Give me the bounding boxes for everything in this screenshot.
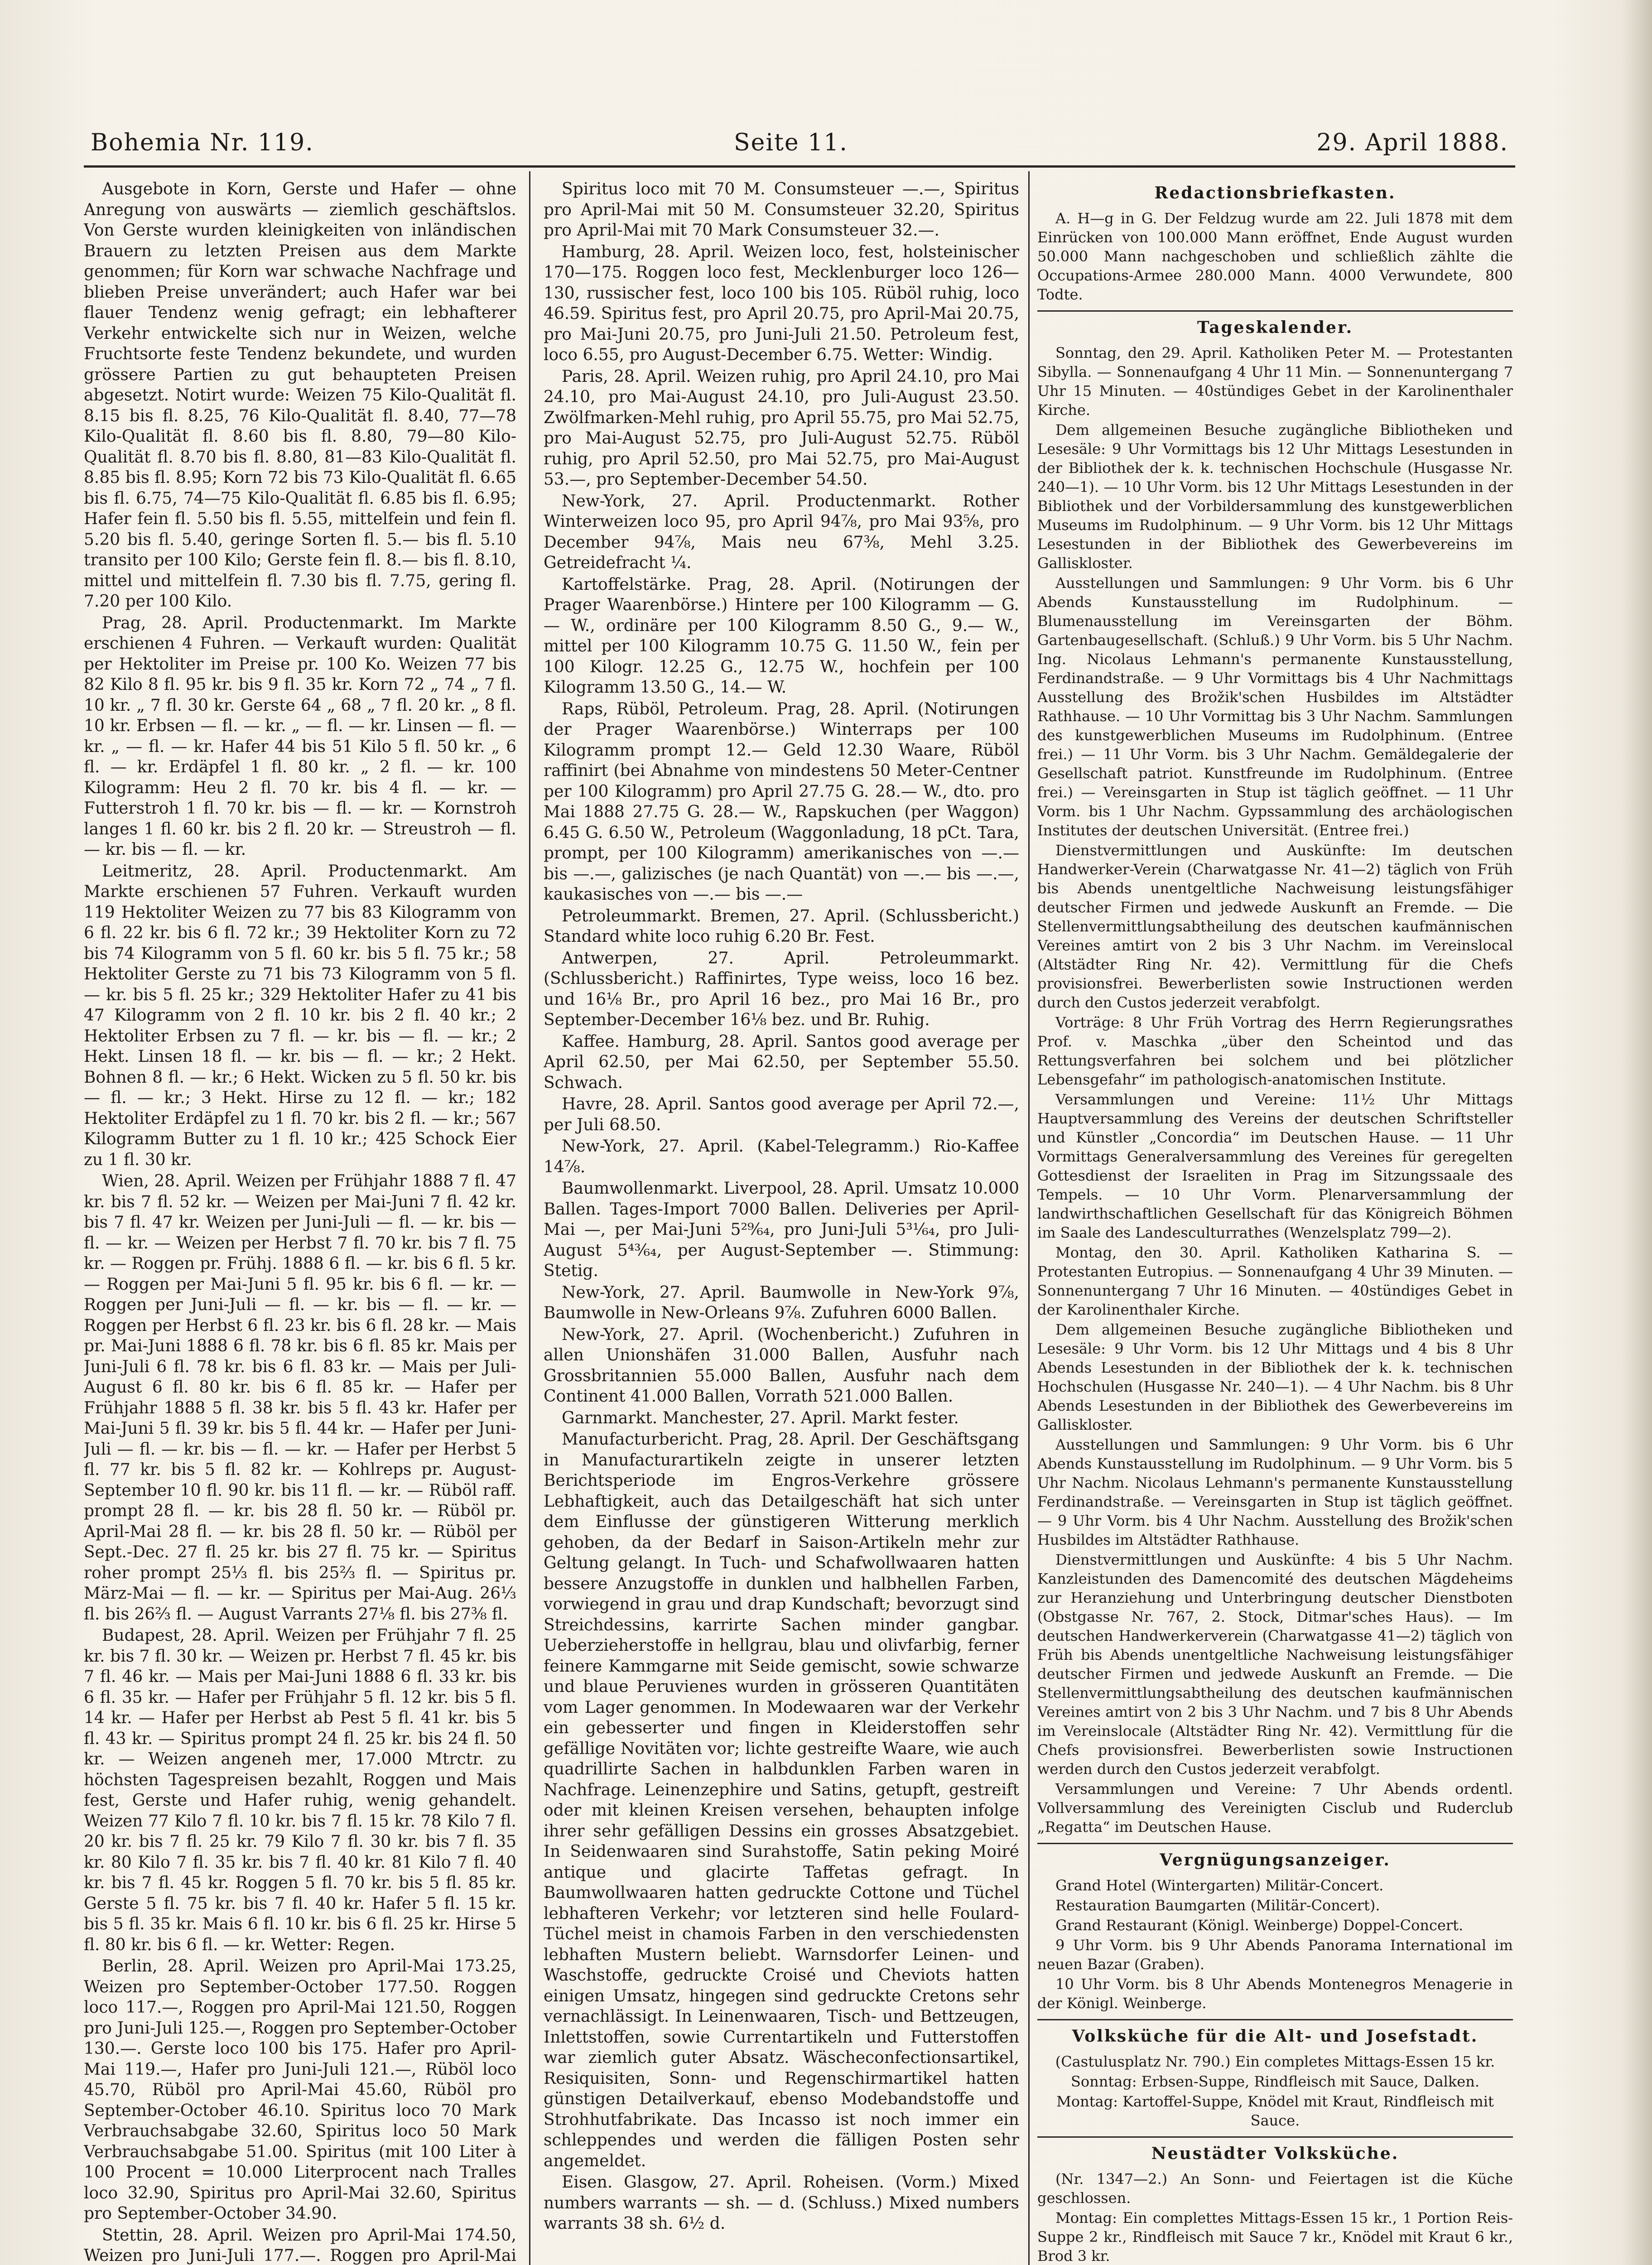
market-report-paragraph: Spiritus loco mit 70 M. Consumsteuer —.—, Spiritus pro April-Mai mit 50 M. Consumsteuer 32.20, Spiritus pro April-Mai mit 70 Mark Consumsteuer 32.—. — [544, 180, 1019, 240]
market-report-paragraph: Wien, 28. April. Weizen per Frühjahr 1888 7 fl. 47 kr. bis 7 fl. 52 kr. — Weizen per Mai-Juni 7 fl. 42 kr. bis 7 fl. 47 kr. Weizen per Juni-Juli — fl. — kr. bis — fl. — kr. — Weizen per Herbst 7 fl. 70 kr. bis 7 fl. 75 kr. — Roggen pr. Frühj. 1888 6 fl. — kr. bis 6 fl. 5 kr. — Roggen per Mai-Juni 5 fl. 95 kr. bis 6 fl. — kr. — Roggen per Juni-Juli — fl. — kr. bis — fl. — kr. — Roggen per Herbst 6 fl. 23 kr. bis 6 fl. 28 kr. — Mais pr. Mai-Juni 1888 6 fl. 78 kr. bis 6 fl. 85 kr. Mais per Juni-Juli 6 fl. 78 kr. bis 6 fl. 83 kr. — Mais per Juli-August 6 fl. 80 kr. bis 6 fl. 85 kr. — Hafer per Frühjahr 1888 5 fl. 38 kr. bis 5 fl. 43 kr. Hafer per Mai-Juni 5 fl. 39 kr. bis 5 fl. 44 kr. — Hafer per Juni-Juli — fl. — kr. bis — fl. — kr. — Hafer per Herbst 5 fl. 77 kr. bis 5 fl. 82 kr. — Kohlreps pr. August-September 10 fl. 90 kr. bis 11 fl. — kr. — Rüböl raff. prompt 28 fl. — kr. bis 28 fl. 50 kr. — Rüböl pr. April-Mai 28 fl. — kr. bis 28 fl. 50 kr. — Rüböl per Sept.-Dec. 27 fl. 25 kr. bis 27 fl. 75 kr. — Spiritus roher prompt 25⅓ fl. bis 25⅔ fl. — Spiritus pr. März-Mai — fl. — kr. — Spiritus per Mai-Aug. 26⅓ fl. bis 26⅔ fl. — August Varrants 27⅛ fl. bis 27⅜ fl. — [84, 1172, 516, 1624]
market-report-paragraph: Stettin, 28. April. Weizen pro April-Mai 174.50, Weizen pro Juni-Juli 177.—. Roggen pro April-Mai — [84, 2226, 516, 2265]
entertainment-item: Grand Restaurant (Königl. Weinberge) Doppel-Concert. — [1055, 1917, 1464, 1934]
entertainment-item: 9 Uhr Vorm. bis 9 Uhr Abends Panorama International im neuen Bazar (Graben). — [1037, 1937, 1513, 1973]
section-divider — [1037, 1843, 1513, 1844]
calendar-paragraph: Montag, den 30. April. Katholiken Katharina S. — Protestanten Eutropius. — Sonnenaufgang 4 Uhr 39 Minuten. — Sonnenuntergang 7 Uhr 16 Minuten. — 40stündiges Gebet in der Karolinenthaler Kirche. — [1037, 1244, 1513, 1318]
page-edge — [1620, 0, 1652, 2265]
page-header — [91, 129, 1508, 161]
market-report-paragraph: Baumwollenmarkt. Liverpool, 28. April. Umsatz 10.000 Ballen. Tages-Import 7000 Ballen. Deliveries per April-Mai —, per Mai-Juni 5²⁹⁄₆₄, pro Juni-Juli 5³¹⁄₆₄, pro Juli-August 5⁴³⁄₆₄, per August-September —. Stimmung: Stetig. — [544, 1179, 1019, 1280]
entertainment-heading: Vergnügungsanzeiger. — [1160, 1851, 1391, 1870]
header-rule — [84, 165, 1515, 168]
column-rule-2 — [1028, 171, 1030, 2265]
market-report-paragraph: New-York, 27. April. Baumwolle in New-York 9⅞, Baumwolle in New-Orleans 9⅞. Zufuhren 6000 Ballen. — [544, 1283, 1019, 1322]
market-report-paragraph: New-York, 27. April. (Kabel-Telegramm.) Rio-Kaffee 14⅞. — [544, 1137, 1019, 1176]
calendar-paragraph: Versammlungen und Vereine: 7 Uhr Abends ordentl. Vollversammlung des Vereinigten Cisclub und Ruderclub „Regatta“ im Deutschen Hause. — [1037, 1780, 1513, 1836]
calendar-paragraph: Dienstvermittlungen und Auskünfte: 4 bis 5 Uhr Nachm. Kanzleistunden des Damencomité des deutschen Mägdeheims zur Heranziehung und Unterbringung deutscher Dienstboten (Obstgasse Nr. 767, 2. Stock, Ditmar'sches Haus). — Im deutschen Handwerkerverein (Charwatgasse 41—2) täglich von Früh bis Abends unentgeltliche Nachweisung leistungsfähiger deutscher Firmen und jedwede Auskunft an Fremde. — Die Stellenvermittlungsabtheilung des deutschen kaufmännischen Vereines amtirt von 2 bis 3 Uhr Nachm. und 7 bis 8 Uhr Abends im Vereinslocale (Altstädter Ring Nr. 42). Vermittlung für die Chefs provisionsfrei. Bewerberlisten sowie Instructionen werden durch den Custos jederzeit verabfolgt. — [1037, 1551, 1513, 1778]
calendar-heading: Tageskalender. — [1197, 318, 1353, 337]
market-report-paragraph: New-York, 27. April. (Wochenbericht.) Zufuhren in allen Unionshäfen 31.000 Ballen, Ausfuhr nach Grossbritannien 55.000 Ballen, Ausfuhr nach dem Continent 41.000 Ballen, Vorrath 521.000 Ballen. — [544, 1325, 1019, 1406]
calendar-paragraph: Dem allgemeinen Besuche zugängliche Bibliotheken und Lesesäle: 9 Uhr Vorm. bis 12 Uhr Mittags und 4 bis 8 Uhr Abends Lesestunden in der Bibliothek der k. k. technischen Hochschulen (Husgasse Nr. 240—1). — 4 Uhr Nachm. bis 8 Uhr Abends Lesestunden in der Bibliothek des Gewerbevereins im Galliskloster. — [1037, 1321, 1513, 1433]
entertainment-item: Grand Hotel (Wintergarten) Militär-Concert. — [1055, 1877, 1384, 1894]
market-report-paragraph: Budapest, 28. April. Weizen per Frühjahr 7 fl. 25 kr. bis 7 fl. 30 kr. — Weizen pr. Herbst 7 fl. 45 kr. bis 7 fl. 46 kr. — Mais per Mai-Juni 1888 6 fl. 33 kr. bis 6 fl. 35 kr. — Hafer per Frühjahr 5 fl. 12 kr. bis 5 fl. 14 kr. — Hafer per Herbst ab Pest 5 fl. 41 kr. bis 5 fl. 43 kr. — Spiritus prompt 24 fl. 25 kr. bis 24 fl. 50 kr. — Weizen angeneh mer, 17.000 Mtrctr. zu höchsten Tagespreisen bezahlt, Roggen und Mais fest, Gerste und Hafer ruhig, wenig gehandelt. Weizen 77 Kilo 7 fl. 10 kr. bis 7 fl. 15 kr. 78 Kilo 7 fl. 20 kr. bis 7 fl. 25 kr. 79 Kilo 7 fl. 30 kr. bis 7 fl. 35 kr. 80 Kilo 7 fl. 35 kr. bis 7 fl. 40 kr. 81 Kilo 7 fl. 40 kr. bis 7 fl. 45 kr. Roggen 5 fl. 70 kr. bis 5 fl. 85 kr. Gerste 5 fl. 75 kr. bis 7 fl. 40 kr. Hafer 5 fl. 15 kr. bis 5 fl. 35 kr. Mais 6 fl. 10 kr. bis 6 fl. 25 kr. Hirse 5 fl. 80 kr. bis 6 fl. — kr. Wetter: Regen. — [84, 1626, 516, 1954]
market-report-paragraph: Kaffee. Hamburg, 28. April. Santos good average per April 62.50, per Mai 62.50, per September 55.50. Schwach. — [544, 1032, 1019, 1092]
column-rule-1 — [529, 171, 530, 2265]
header-issue: Bohemia Nr. 119. — [91, 129, 314, 156]
section-divider — [1037, 2019, 1513, 2020]
calendar-paragraph: Ausstellungen und Sammlungen: 9 Uhr Vorm. bis 6 Uhr Abends Kunstausstellung im Rudolphinum. — 9 Uhr Vorm. bis 5 Uhr Nachm. Nicolaus Lehmann's permanente Kunstausstellung Ferdinandstraße. — Vereinsgarten in Stup ist täglich geöffnet. — 9 Uhr Vorm. bis 4 Uhr Nachm. Ausstellung des Brožik'schen Husbildes im Altstädter Rathhause. — [1037, 1436, 1513, 1548]
market-report-paragraph: Manufacturbericht. Prag, 28. April. Der Geschäftsgang in Manufacturartikeln zeigte in unserer letzten Berichtsperiode im Engros-Verkehre grössere Lebhaftigkeit, auch das Detailgeschäft hat sich unter dem Einflusse der günstigeren Witterung merklich gehoben, da der Bedarf in Saison-Artikeln mehr zur Geltung gelangt. In Tuch- und Schafwollwaaren hatten bessere Anzugstoffe in dunklen und halbhellen Farben, vorwiegend in grau und drap Kundschaft; bevorzugt sind Streichdessins, karrirte Sachen minder gangbar. Ueberzieherstoffe in hellgrau, blau und olivfarbig, ferner feinere Kammgarne mit Seide gemischt, sowie schwarze und blaue Peruvienes wurden in grösseren Quantitäten vom Lager genommen. In Modewaaren war der Verkehr ein gebesserter und fingen in Kleiderstoffen sehr gefällige Novitäten vor; lichte gestreifte Waare, wie auch quadrillirte Sachen in halbdunklen Farben waren in Nachfrage. Leinenzephire und Satins, getupft, gestreift oder mit kleinen Kreisen versehen, behaupten infolge ihrer sehr gefälligen Dessins ein grosses Absatzgebiet. In Seidenwaaren sind Surahstoffe, Satin peking Moiré antique und glacirte Taffetas gefragt. In Baumwollwaaren hatten gedruckte Cottone und Tüchel lebhafteren Verkehr; vor letzteren sind helle Foulard-Tüchel meist in chamois Farben in den verschiedensten lebhaften Mustern beliebt. Warnsdorfer Leinen- und Waschstoffe, gedruckte Croisé und Cheviots hatten einigen Umsatz, hingegen sind gedruckte Cretons sehr vernachlässigt. In Leinenwaaren, Tisch- und Bettzeugen, Inlettstoffen, sowie Currentartikeln und Futterstoffen war ziemlich guter Absatz. Wäscheconfectionsartikel, Resiquisiten, Sonn- und Regenschirmartikel hatten günstigen Detailverkauf, ebenso Modebandstoffe und Strohhutfabrikate. Das Incasso ist noch immer ein schleppendes und werden die fälligen Posten sehr angemeldet. — [544, 1430, 1019, 2170]
market-report-paragraph: Havre, 28. April. Santos good average per April 72.—, per Juli 68.50. — [544, 1095, 1019, 1134]
market-report-paragraph: Hamburg, 28. April. Weizen loco, fest, holsteinischer 170—175. Roggen loco fest, Mecklenburger loco 126—130, russischer fest, loco 100 bis 105. Rüböl ruhig, loco 46.59. Spiritus fest, pro April 20.75, pro April-Mai 20.75, pro Mai-Juni 20.75, pro Juni-Juli 21.50. Petroleum fest, loco 6.55, pro August-December 6.75. Wetter: Windig. — [544, 242, 1019, 364]
kitchen-item: (Nr. 1347—2.) An Sonn- und Feiertagen ist die Küche geschlossen. — [1037, 2170, 1513, 2207]
market-report-paragraph: Garnmarkt. Manchester, 27. April. Markt fester. — [562, 1408, 959, 1427]
market-report-paragraph: New-York, 27. April. Productenmarkt. Rother Winterweizen loco 95, pro April 94⅞, pro Mai 93⅝, pro December 94⅞, Mais neu 67⅜, Mehl 3.25. Getreidefracht ¼. — [544, 492, 1019, 572]
market-report-paragraph: Leitmeritz, 28. April. Productenmarkt. Am Markte erschienen 57 Fuhren. Verkauft wurden 119 Hektoliter Weizen zu 77 bis 83 Kilogramm von 6 fl. 22 kr. bis 6 fl. 72 kr.; 39 Hektoliter Korn zu 72 bis 74 Kilogramm von 5 fl. 60 kr. bis 5 fl. 75 kr.; 58 Hektoliter Gerste zu 71 bis 73 Kilogramm von 5 fl. — kr. bis 5 fl. 25 kr.; 329 Hektoliter Hafer zu 41 bis 47 Kilogramm von 2 fl. 10 kr. bis 2 fl. 40 kr.; 2 Hektoliter Erbsen zu 7 fl. — kr. bis — fl. — kr.; 2 Hekt. Linsen 18 fl. — kr. bis — fl. — kr.; 2 Hekt. Bohnen 8 fl. — kr.; 6 Hekt. Wicken zu 5 fl. 50 kr. bis — fl. — kr.; 3 Hekt. Hirse zu 12 fl. — kr.; 182 Hektoliter Erdäpfel zu 1 fl. 70 kr. bis 2 fl. — kr.; 567 Kilogramm Butter zu 1 fl. 10 kr.; 425 Schock Eier zu 1 fl. 30 kr. — [84, 862, 516, 1169]
letters-paragraph: A. H—g in G. Der Feldzug wurde am 22. Juli 1878 mit dem Einrücken von 100.000 Mann eröffnet, Ende August wurden 50.000 Mann nachgeschoben und schließlich zählte die Occupations-Armee 280.000 Mann. 4000 Verwundete, 800 Todte. — [1037, 210, 1513, 303]
kitchen-heading: Neustädter Volksküche. — [1151, 2144, 1399, 2163]
market-report-paragraph: Eisen. Glasgow, 27. April. Roheisen. (Vorm.) Mixed numbers warrants — sh. — d. (Schluss.) Mixed numbers warrants 38 sh. 6½ d. — [544, 2173, 1019, 2233]
market-report-paragraph: Ausgebote in Korn, Gerste und Hafer — ohne Anregung von auswärts — ziemlich geschäftslos. Von Gerste wurden kleinigkeiten von inländischen Brauern zu letzten Preisen aus dem Markte genommen; für Korn war schwache Nachfrage und blieben Preise unverändert; auch Hafer war bei flauer Tendenz wenig gefragt; ein lebhafterer Verkehr entwickelte sich nur in Weizen, welche Fruchtsorte feste Tendenz bekundete, und wurden grössere Partien zu gut behaupteten Preisen abgesetzt. Notirt wurde: Weizen 75 Kilo-Qualität fl. 8.15 bis fl. 8.25, 76 Kilo-Qualität fl. 8.40, 77—78 Kilo-Qualität fl. 8.60 bis fl. 8.80, 79—80 Kilo-Qualität fl. 8.70 bis fl. 8.80, 81—83 Kilo-Qualität fl. 8.85 bis fl. 8.95; Korn 72 bis 73 Kilo-Qualität fl. 6.65 bis fl. 6.75, 74—75 Kilo-Qualität fl. 6.85 bis fl. 6.95; Hafer fein fl. 5.50 bis fl. 5.55, mittelfein und fein fl. 5.20 bis fl. 5.40, geringe Sorten fl. 5.— bis fl. 5.10 transito per 100 Kilo; Gerste fein fl. 8.— bis fl. 8.10, mittel und mittelfein fl. 7.30 bis fl. 7.75, gering fl. 7.20 per 100 Kilo. — [84, 180, 516, 611]
calendar-paragraph: Ausstellungen und Sammlungen: 9 Uhr Vorm. bis 6 Uhr Abends Kunstausstellung im Rudolphinum. — Blumenausstellung im Vereinsgarten der Böhm. Gartenbaugesellschaft. (Schluß.) 9 Uhr Vorm. bis 5 Uhr Nachm. Ing. Nicolaus Lehmann's permanente Kunstausstellung, Ferdinandstraße. — 9 Uhr Vormittags bis 4 Uhr Nachmittags Ausstellung des Brožik'schen Husbildes im Altstädter Rathhause. — 10 Uhr Vormittag bis 3 Uhr Nachm. Sammlungen des kunstgewerblichen Museums im Rudolphinum. (Entree frei.) — 11 Uhr Vorm. bis 3 Uhr Nachm. Gemäldegalerie der Gesellschaft patriot. Kunstfreunde im Rudolphinum. (Entree frei.) — Vereinsgarten in Stup ist täglich geöffnet. — 11 Uhr Vorm. bis 1 Uhr Nachm. Gypssammlung des archäologischen Institutes der deutschen Universität. (Entree frei.) — [1037, 574, 1513, 839]
calendar-paragraph: Dienstvermittlungen und Auskünfte: Im deutschen Handwerker-Verein (Charwatgasse Nr. 41—2) täglich von Früh bis Abends unentgeltliche Nachweisung leistungsfähiger deutscher Firmen und jedwede Auskunft an Fremde. — Die Stellenvermittlungsabtheilung des deutschen kaufmännischen Vereines amtirt von 2 bis 3 Uhr Nachm. im Vereinslocal (Altstädter Ring Nr. 42). Vermittlung für die Chefs provisionsfrei. Bewerberlisten sowie Instructionen werden durch den Custos jederzeit verabfolgt. — [1037, 842, 1513, 1011]
kitchen-item: Sonntag: Erbsen-Suppe, Rindfleisch mit Sauce, Dalken. — [1070, 2073, 1480, 2090]
header-page-number: Seite 11. — [734, 129, 848, 156]
header-date: 29. April 1888. — [1316, 129, 1508, 156]
kitchen-item: (Castulusplatz Nr. 790.) Ein completes Mittags-Essen 15 kr. — [1055, 2053, 1495, 2070]
market-report-paragraph: Antwerpen, 27. April. Petroleummarkt. (Schlussbericht.) Raffinirtes, Type weiss, loco 16 bez. und 16⅛ Br., pro April 16 bez., pro Mai 16 Br., pro September-December 16⅛ bez. und Br. Ruhig. — [544, 949, 1019, 1029]
entertainment-item: 10 Uhr Vorm. bis 8 Uhr Abends Montenegros Menagerie in der Königl. Weinberge. — [1037, 1976, 1513, 2012]
market-report-paragraph: Berlin, 28. April. Weizen pro April-Mai 173.25, Weizen pro September-October 177.50. Roggen loco 117.—, Roggen pro April-Mai 121.50, Roggen pro Juni-Juli 125.—, Roggen pro September-October 130.—. Gerste loco 100 bis 175. Hafer pro April-Mai 119.—, Hafer pro Juni-Juli 121.—, Rüböl loco 45.70, Rüböl pro April-Mai 45.60, Rüböl pro September-October 46.10. Spiritus loco 70 Mark Verbrauchsabgabe 32.60, Spiritus loco 50 Mark Verbrauchsabgabe 51.00. Spiritus (mit 100 Liter à 100 Procent = 10.000 Literprocent nach Tralles loco 32.90, Spiritus pro April-Mai 32.60, Spiritus pro September-October 34.90. — [84, 1957, 516, 2223]
entertainment-item: Restauration Baumgarten (Militär-Concert). — [1055, 1897, 1380, 1914]
market-report-paragraph: Petroleummarkt. Bremen, 27. April. (Schlussbericht.) Standard white loco ruhig 6.20 Br. Fest. — [544, 906, 1019, 946]
column-local-notices — [1037, 179, 1513, 2265]
calendar-paragraph: Sonntag, den 29. April. Katholiken Peter M. — Protestanten Sibylla. — Sonnenaufgang 4 Uhr 11 Min. — Sonnenuntergang 7 Uhr 15 Minuten. — 40stündiges Gebet in der Karolinenthaler Kirche. — [1037, 344, 1513, 419]
market-report-paragraph: Paris, 28. April. Weizen ruhig, pro April 24.10, pro Mai 24.10, pro Mai-August 24.10, pro Juli-August 23.50. Zwölfmarken-Mehl ruhig, pro April 55.75, pro Mai 52.75, pro Mai-August 52.75, pro Juli-August 52.75. Rüböl ruhig, pro April 52.50, pro Mai 52.75, pro Mai-August 53.—, pro September-December 54.50. — [544, 367, 1019, 489]
section-divider — [1037, 2136, 1513, 2138]
calendar-paragraph: Vorträge: 8 Uhr Früh Vortrag des Herrn Regierungsrathes Prof. v. Maschka „über den Scheintod und das Rettungsverfahren bei solchem und bei plötzlicher Lebensgefahr“ im pathologisch-anatomischen Institute. — [1037, 1014, 1513, 1088]
market-report-paragraph: Kartoffelstärke. Prag, 28. April. (Notirungen der Prager Waarenbörse.) Hintere per 100 Kilogramm — G. — W., ordinäre per 100 Kilogramm 8.50 G., 9.— W., mittel per 100 Kilogramm 10.75 G. 11.50 W., fein per 100 Kilogr. 12.25 G., 12.75 W., hochfein per 100 Kilogramm 13.50 G., 14.— W. — [544, 575, 1019, 697]
kitchen-item: Montag: Ein complettes Mittags-Essen 15 kr., 1 Portion Reis-Suppe 2 kr., Rindfleisch mit Sauce 7 kr., Knödel mit Kraut 6 kr., Brod 3 kr. — [1037, 2209, 1513, 2265]
section-divider — [1037, 310, 1513, 312]
market-report-paragraph: Prag, 28. April. Productenmarkt. Im Markte erschienen 4 Fuhren. — Verkauft wurden: Qualität per Hektoliter im Preise pr. 100 Ko. Weizen 77 bis 82 Kilo 8 fl. 95 kr. bis 9 fl. 35 kr. Korn 72 „ 74 „ 7 fl. 10 kr. „ 7 fl. 30 kr. Gerste 64 „ 68 „ 7 fl. 20 kr. „ 8 fl. 10 kr. Erbsen — fl. — kr. „ — fl. — kr. Linsen — fl. — kr. „ — fl. — kr. Hafer 44 bis 51 Kilo 5 fl. 50 kr. „ 6 fl. — kr. Erdäpfel 1 fl. 80 kr. „ 2 fl. — kr. 100 Kilogramm: Heu 2 fl. 70 kr. bis 4 fl. — kr. — Futterstroh 1 fl. 70 kr. bis — fl. — kr. — Kornstroh langes 1 fl. 60 kr. bis 2 fl. 20 kr. — Streustroh — fl. — kr. bis — fl. — kr. — [84, 613, 516, 859]
letters-heading: Redactionsbriefkasten. — [1154, 183, 1396, 202]
kitchen-item: Montag: Kartoffel-Suppe, Knödel mit Kraut, Rindfleisch mit Sauce. — [1056, 2093, 1494, 2129]
column-market-reports-2 — [544, 179, 1019, 2265]
market-report-paragraph: Raps, Rüböl, Petroleum. Prag, 28. April. (Notirungen der Prager Waarenbörse.) Winterraps per 100 Kilogramm prompt 12.— Geld 12.30 Waare, Rüböl raffinirt (bei Abnahme von mindestens 50 Meter-Centner per 100 Kilogramm) pro April 27.75 G. 28.— W., dto. pro Mai 1888 27.75 G. 28.— W., Rapskuchen (per Waggon) 6.45 G. 6.50 W., Petroleum (Waggonladung, 18 pCt. Tara, prompt, per 100 Kilogramm) amerikanisches von —.— bis —.—, galizisches (je nach Quantät) von —.— bis —.—, kaukasisches von —.— bis —.— — [544, 699, 1019, 904]
column-market-reports-1 — [84, 179, 516, 2265]
calendar-paragraph: Dem allgemeinen Besuche zugängliche Bibliotheken und Lesesäle: 9 Uhr Vormittags bis 12 Uhr Mittags Lesestunden in der Bibliothek der k. k. technischen Hochschule (Husgasse Nr. 240—1). — 10 Uhr Vorm. bis 12 Uhr Mittags Lesestunden in der Bibliothek und der Vorbildersammlung des kunstgewerblichen Museums im Rudolphinum. — 9 Uhr Vorm. bis 12 Uhr Mittags Lesestunden in der Bibliothek des Gewerbevereins im Galliskloster. — [1037, 421, 1513, 572]
kitchen-heading: Volksküche für die Alt- und Josefstadt. — [1072, 2027, 1479, 2046]
calendar-paragraph: Versammlungen und Vereine: 11½ Uhr Mittags Hauptversammlung des Vereins der deutschen Schriftsteller und Künstler „Concordia“ im Deutschen Hause. — 11 Uhr Vormittags Generalversammlung des Vereines für geregelten Gottesdienst der Israeliten in Prag im Sitzungssaale des Tempels. — 10 Uhr Vorm. Plenarversammlung der landwirthschaftlichen Gesellschaft für das Königreich Böhmen im Saale des Landesculturrathes (Wenzelsplatz 799—2). — [1037, 1091, 1513, 1241]
